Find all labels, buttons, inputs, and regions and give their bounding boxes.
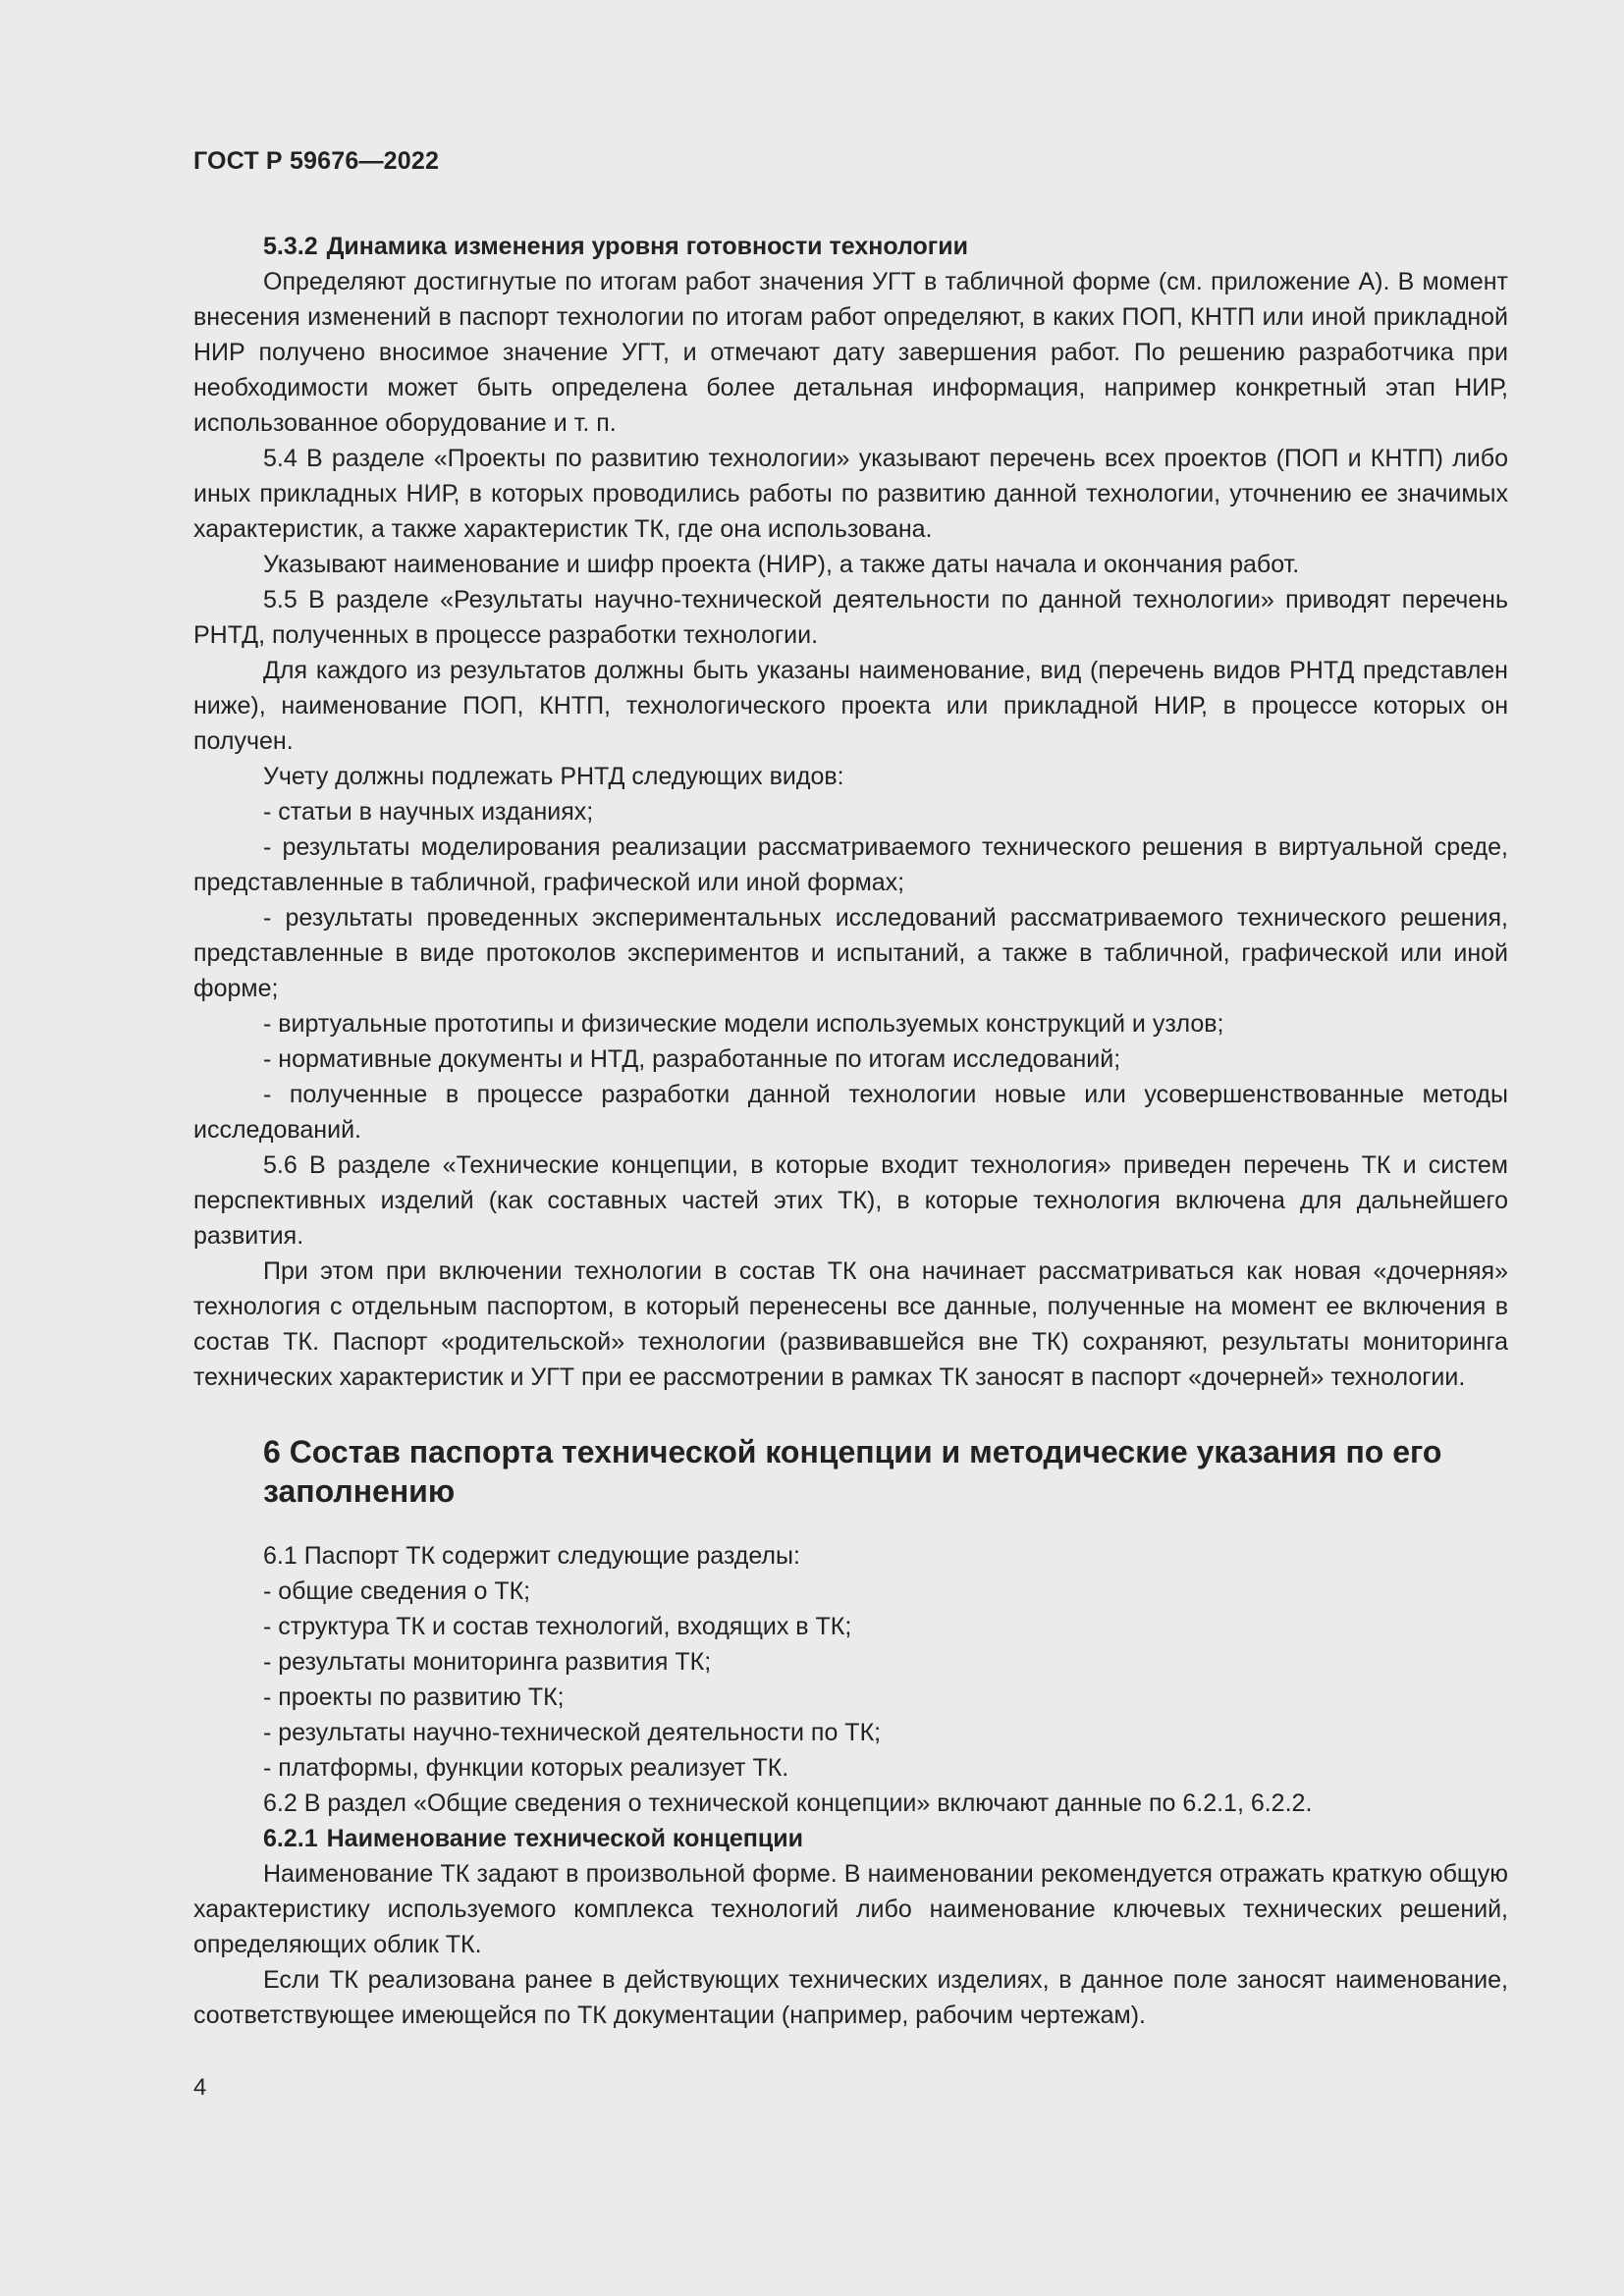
list-item: - нормативные документы и НТД, разработанные по итогам исследований;: [263, 1045, 1121, 1073]
subsection-title-text: Динамика изменения уровня готовности технологии: [326, 233, 968, 260]
subsection-title-text: Наименование технической концепции: [326, 1825, 803, 1852]
list-item: - полученные в процессе разработки данной технологии новые или усовершенствованные методы исследований.: [193, 1081, 1508, 1144]
list-item: - статьи в научных изданиях;: [263, 798, 594, 826]
paragraph: 5.4 В разделе «Проекты по развитию технологии» указывают перечень всех проектов (ПОП и КНТП) либо иных прикладных НИР, в которых проводились работы по развитию данной технологии, уточнению ее значимых характеристик, а также характеристик ТК, где она использована.: [193, 445, 1508, 543]
section-heading-6: 6 Состав паспорта технической концепции и методические указания по его заполнению: [263, 1434, 1442, 1509]
list-item: - результаты мониторинга развития ТК;: [263, 1648, 712, 1676]
list-item: - общие сведения о ТК;: [263, 1577, 531, 1605]
subsection-title-6-2-1: [193, 1821, 1508, 1856]
list-item: - структура ТК и состав технологий, входящих в ТК;: [263, 1613, 852, 1640]
paragraph: 5.6 В разделе «Технические концепции, в которые входит технология» приведен перечень ТК и систем перспективных изделий (как составных частей этих ТК), в которые технология включена для дальнейшего развития.: [193, 1151, 1508, 1250]
list-item: - платформы, функции которых реализует ТК.: [263, 1754, 789, 1782]
document-page: [193, 147, 1508, 2033]
subsection-number: 5.3.2: [263, 233, 318, 260]
list-item: - виртуальные прототипы и физические модели используемых конструкций и узлов;: [263, 1010, 1224, 1038]
list-item: - результаты моделирования реализации рассматриваемого технического решения в виртуальной среде, представленные в табличной, графической или иной формах;: [193, 833, 1508, 896]
paragraph: При этом при включении технологии в состав ТК она начинает рассматриваться как новая «дочерняя» технология с отдельным паспортом, в который перенесены все данные, полученные на момент ее включения в состав ТК. Паспорт «родительской» технологии (развивавшейся вне ТК) сохраняют, результаты мониторинга технических характеристик и УГТ при ее рассмотрении в рамках ТК заносят в паспорт «дочерней» технологии.: [193, 1257, 1508, 1391]
paragraph: Если ТК реализована ранее в действующих технических изделиях, в данное поле заносят наименование, соответствующее имеющейся по ТК документации (например, рабочим чертежам).: [193, 1966, 1508, 2029]
paragraph: Указывают наименование и шифр проекта (НИР), а также даты начала и окончания работ.: [263, 551, 1300, 578]
paragraph: Учету должны подлежать РНТД следующих видов:: [263, 763, 844, 790]
list-item: - результаты научно-технической деятельности по ТК;: [263, 1719, 882, 1746]
list-item: - проекты по развитию ТК;: [263, 1683, 565, 1711]
paragraph: Наименование ТК задают в произвольной форме. В наименовании рекомендуется отражать краткую общую характеристику используемого комплекса технологий либо наименование ключевых технических решений, определяющих облик ТК.: [193, 1860, 1508, 1958]
paragraph: 5.5 В разделе «Результаты научно-технической деятельности по данной технологии» приводят перечень РНТД, полученных в процессе разработки технологии.: [193, 586, 1508, 649]
subsection-title-5-3-2: [193, 229, 1508, 264]
subsection-number: 6.2.1: [263, 1825, 318, 1852]
paragraph: Определяют достигнутые по итогам работ значения УГТ в табличной форме (см. приложение А). В момент внесения изменений в паспорт технологии по итогам работ определяют, в каких ПОП, КНТП или иной прикладной НИР получено вносимое значение УГТ, и отмечают дату завершения работ. По решению разработчика при необходимости может быть определена более детальная информация, например конкретный этап НИР, использованное оборудование и т. п.: [193, 268, 1508, 437]
paragraph: 6.2 В раздел «Общие сведения о технической концепции» включают данные по 6.2.1, 6.2.2.: [263, 1789, 1313, 1817]
paragraph: 6.1 Паспорт ТК содержит следующие разделы:: [263, 1542, 800, 1570]
paragraph: Для каждого из результатов должны быть указаны наименование, вид (перечень видов РНТД представлен ниже), наименование ПОП, КНТП, технологического проекта или прикладной НИР, в процессе которых он получен.: [193, 657, 1508, 755]
page-number: 4: [193, 2074, 207, 2101]
document-header: ГОСТ Р 59676—2022: [193, 147, 440, 175]
list-item: - результаты проведенных экспериментальных исследований рассматриваемого технического решения, представленные в виде протоколов экспериментов и испытаний, а также в табличной, графической или иной форме;: [193, 904, 1508, 1002]
